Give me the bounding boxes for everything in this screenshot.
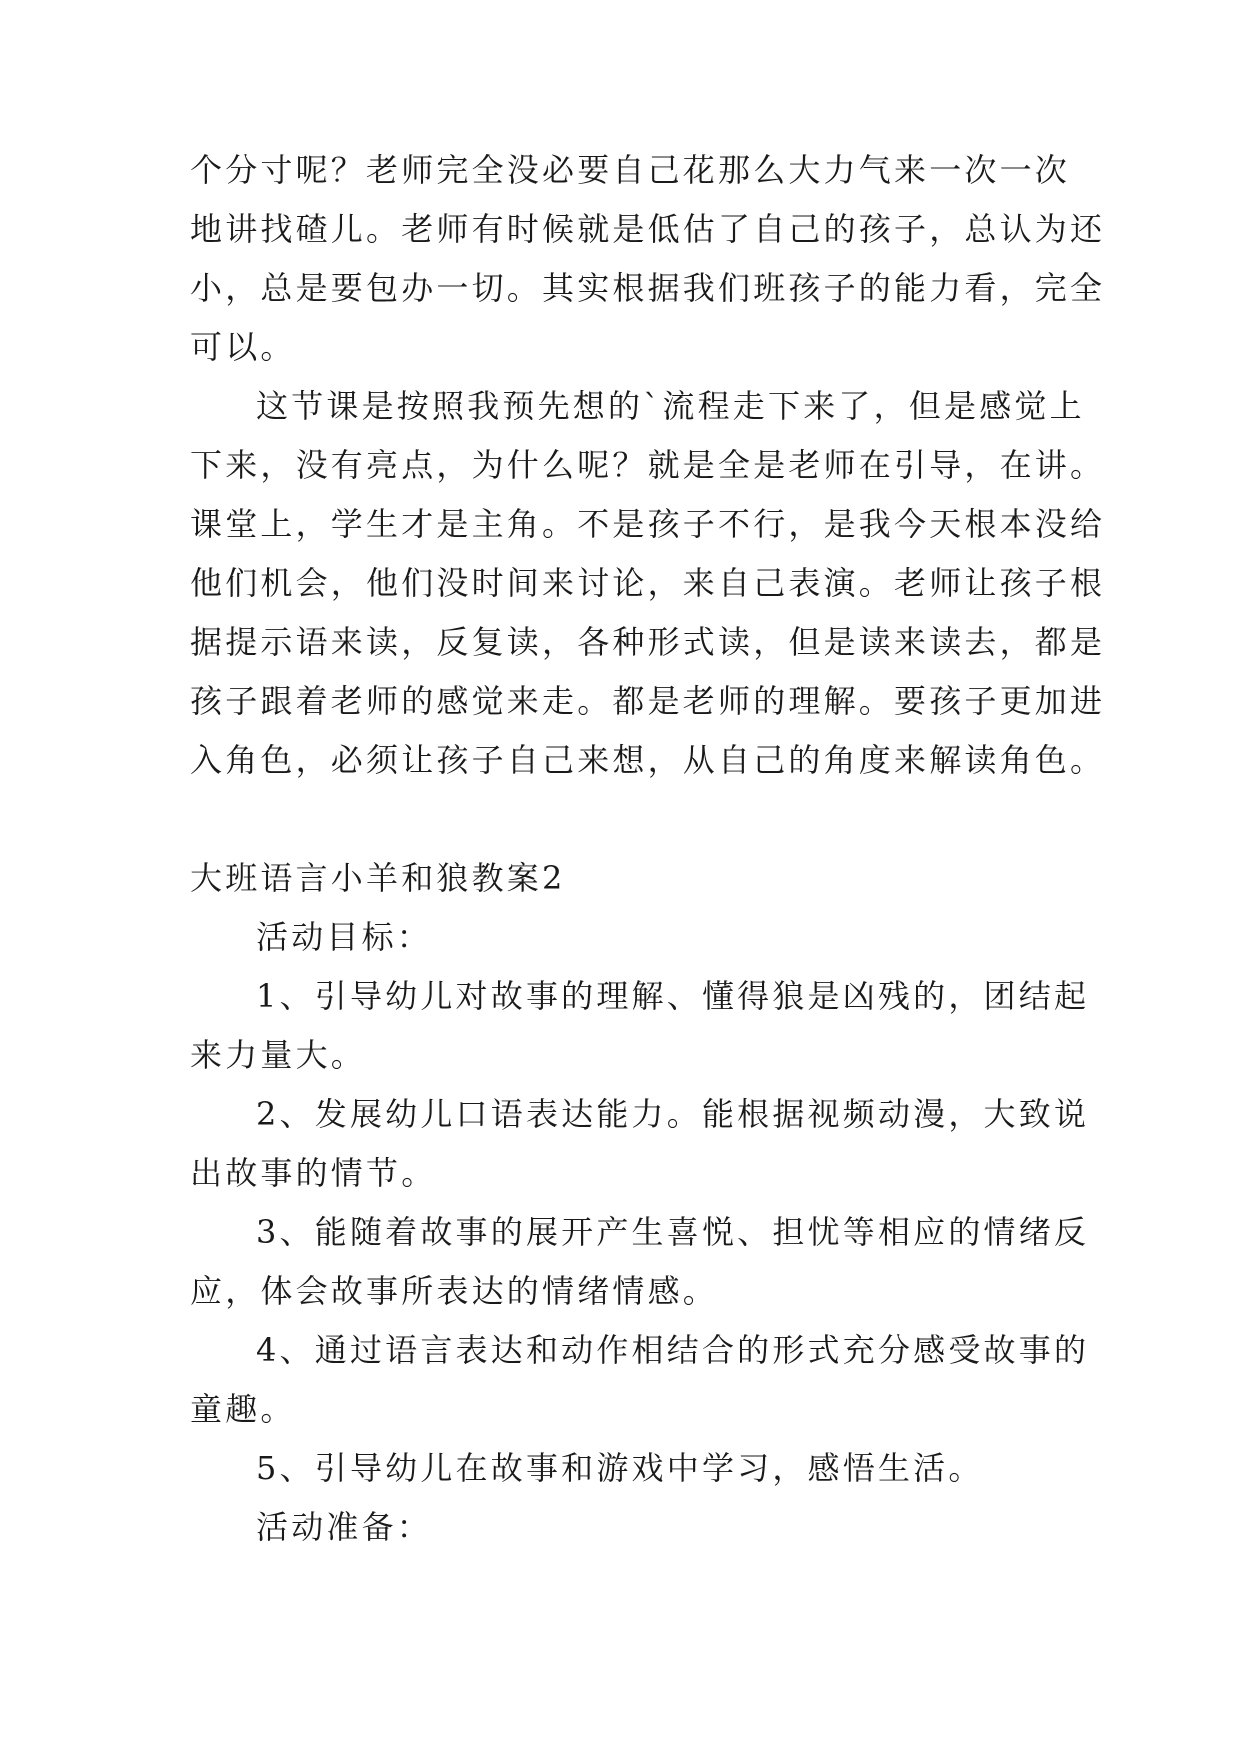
text-line: 孩子跟着老师的感觉来走。都是老师的理解。要孩子更加进 [190, 682, 1106, 720]
text-line: 他们机会，他们没时间来讨论，来自己表演。老师让孩子根 [190, 564, 1106, 602]
goal-item-1-cont: 来力量大。 [190, 1036, 367, 1074]
goal-item-2-cont: 出故事的情节。 [190, 1154, 437, 1192]
goal-item-1: 1、引导幼儿对故事的理解、懂得狼是凶残的，团结起 [256, 977, 1090, 1015]
goal-item-3-cont: 应，体会故事所表达的情绪情感。 [190, 1272, 719, 1310]
text-line: 个分寸呢？老师完全没必要自己花那么大力气来一次一次 [190, 151, 1071, 189]
goal-item-5: 5、引导幼儿在故事和游戏中学习，感悟生活。 [256, 1449, 984, 1487]
text-line: 地讲找碴儿。老师有时候就是低估了自己的孩子，总认为还 [190, 210, 1106, 248]
text-line: 入角色，必须让孩子自己来想，从自己的角度来解读角色。 [190, 741, 1106, 779]
prep-heading: 活动准备： [256, 1508, 433, 1546]
goal-item-3: 3、能随着故事的展开产生喜悦、担忧等相应的情绪反 [256, 1213, 1090, 1251]
text-line: 下来，没有亮点，为什么呢？就是全是老师在引导，在讲。 [190, 446, 1106, 484]
text-line: 课堂上，学生才是主角。不是孩子不行，是我今天根本没给 [190, 505, 1106, 543]
goal-item-4: 4、通过语言表达和动作相结合的形式充分感受故事的 [256, 1331, 1090, 1369]
goal-item-4-cont: 童趣。 [190, 1390, 296, 1428]
goal-item-2: 2、发展幼儿口语表达能力。能根据视频动漫，大致说 [256, 1095, 1090, 1133]
text-line: 可以。 [190, 328, 296, 366]
text-line: 小，总是要包办一切。其实根据我们班孩子的能力看，完全 [190, 269, 1106, 307]
text-line: 据提示语来读，反复读，各种形式读，但是读来读去，都是 [190, 623, 1106, 661]
text-line: 这节课是按照我预先想的`流程走下来了，但是感觉上 [256, 387, 1085, 425]
goals-heading: 活动目标： [256, 918, 433, 956]
section-title: 大班语言小羊和狼教案2 [190, 859, 566, 897]
